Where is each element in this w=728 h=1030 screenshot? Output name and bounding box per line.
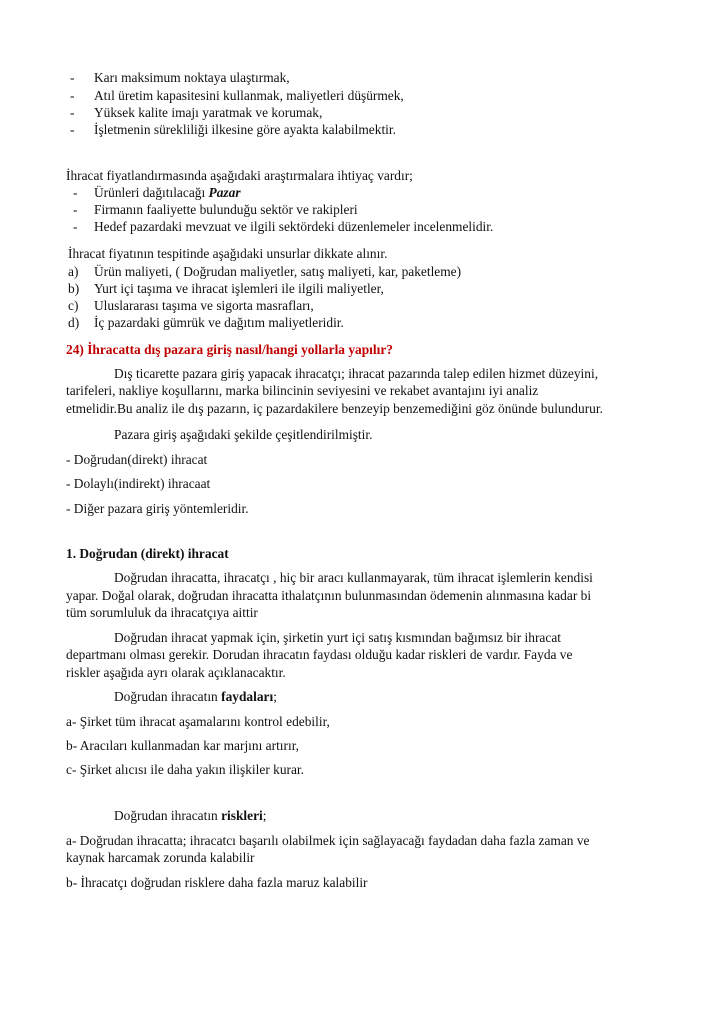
list-marker: - [73,219,78,234]
paragraph-line: riskler aşağıda ayrı olarak açıklanacaktır. [66,665,286,680]
list-marker: - [70,122,75,137]
research-intro: İhracat fiyatlandırmasında aşağıdaki araştırmalara ihtiyaç vardır; [66,168,413,183]
list-marker: - [73,185,78,200]
benefit-item: a- Şirket tüm ihracat aşamalarını kontrol edebilir, [66,714,330,729]
paragraph-line: tarifeleri, nakliye koşullarını, marka bilincinin seviyesini ve rekabet avantajını iyi analiz [66,383,539,398]
list-text: Atıl üretim kapasitesini kullanmak, maliyetleri düşürmek, [94,88,404,103]
heading-suffix: ; [262,808,267,823]
risk-item: b- İhracatçı doğrudan risklere daha fazla maruz kalabilir [66,875,368,890]
list-text: İç pazardaki gümrük ve dağıtım maliyetleridir. [94,315,344,330]
list-text: Karı maksimum noktaya ulaştırmak, [94,70,290,85]
list-text: İşletmenin sürekliliği ilkesine göre ayakta kalabilmektir. [94,122,396,137]
list-text-plain: Ürünleri dağıtılacağı [94,185,206,200]
emphasis-text: Pazar [208,185,241,200]
heading-text: Doğrudan ihracatın [114,808,218,823]
section-heading: 24) İhracatta dış pazara giriş nasıl/hangi yollarla yapılır? [66,342,393,357]
paragraph-line: tüm sorumluluk da ihracatçıya aittir [66,605,258,620]
paragraph-line: Pazara giriş aşağıdaki şekilde çeşitlendirilmiştir. [114,427,373,442]
list-marker: - [70,88,75,103]
list-text: Yüksek kalite imajı yaratmak ve korumak, [94,105,323,120]
list-marker: b) [68,281,80,296]
list-text: Uluslararası taşıma ve sigorta masrafları, [94,298,314,313]
benefit-item: b- Aracıları kullanmadan kar marjını artırır, [66,738,299,753]
benefit-item: c- Şirket alıcısı ile daha yakın ilişkiler kurar. [66,762,304,777]
heading-bold: riskleri [221,808,263,823]
risks-heading [114,808,267,824]
paragraph-line: Dış ticarette pazara giriş yapacak ihracatçı; ihracat pazarında talep edilen hizmet düzeyini, [114,366,599,381]
paragraph-line: etmelidir.Bu analiz ile dış pazarın, iç pazardakilere benzeyip benzemediğini göz önünde bulundurur. [66,401,603,416]
list-marker: - [70,70,75,85]
section-heading: 1. Doğrudan (direkt) ihracat [66,546,229,561]
list-text: Firmanın faaliyette bulunduğu sektör ve rakipleri [94,202,358,217]
method-item: - Doğrudan(direkt) ihracat [66,452,208,467]
list-marker: c) [68,298,79,313]
list-marker: - [70,105,75,120]
risk-item: kaynak harcamak zorunda kalabilir [66,850,255,865]
benefits-heading [114,689,277,705]
list-marker: d) [68,315,80,330]
paragraph-line: Doğrudan ihracat yapmak için, şirketin yurt içi satış kısmından bağımsız bir ihracat [114,630,561,645]
pricing-intro: İhracat fiyatının tespitinde aşağıdaki unsurlar dikkate alınır. [68,246,388,261]
heading-suffix: ; [273,689,277,704]
paragraph-line: Doğrudan ihracatta, ihracatçı , hiç bir aracı kullanmayarak, tüm ihracat işlemlerin kendisi [114,570,593,585]
list-text: Hedef pazardaki mevzuat ve ilgili sektördeki düzenlemeler incelenmelidir. [94,219,494,234]
list-text [94,185,241,201]
list-marker: - [73,202,78,217]
paragraph-line: departmanı olması gerekir. Dorudan ihracatın faydası olduğu kadar riskleri de vardır. Fayda ve [66,647,573,662]
heading-text: Doğrudan ihracatın [114,689,218,704]
paragraph-line: yapar. Doğal olarak, doğrudan ihracatta ithalatçının bulunmasından ödemenin alınmasına kadar bi [66,588,592,603]
method-item: - Dolaylı(indirekt) ihracaat [66,476,211,491]
method-item: - Diğer pazara giriş yöntemleridir. [66,501,249,516]
risk-item: a- Doğrudan ihracatta; ihracatcı başarılı olabilmek için sağlayacağı faydadan daha fazla zaman ve [66,833,590,848]
list-text: Ürün maliyeti, ( Doğrudan maliyetler, satış maliyeti, kar, paketleme) [94,264,462,279]
heading-bold: faydaları [221,689,274,704]
list-marker: a) [68,264,79,279]
list-text: Yurt içi taşıma ve ihracat işlemleri ile ilgili maliyetler, [94,281,384,296]
